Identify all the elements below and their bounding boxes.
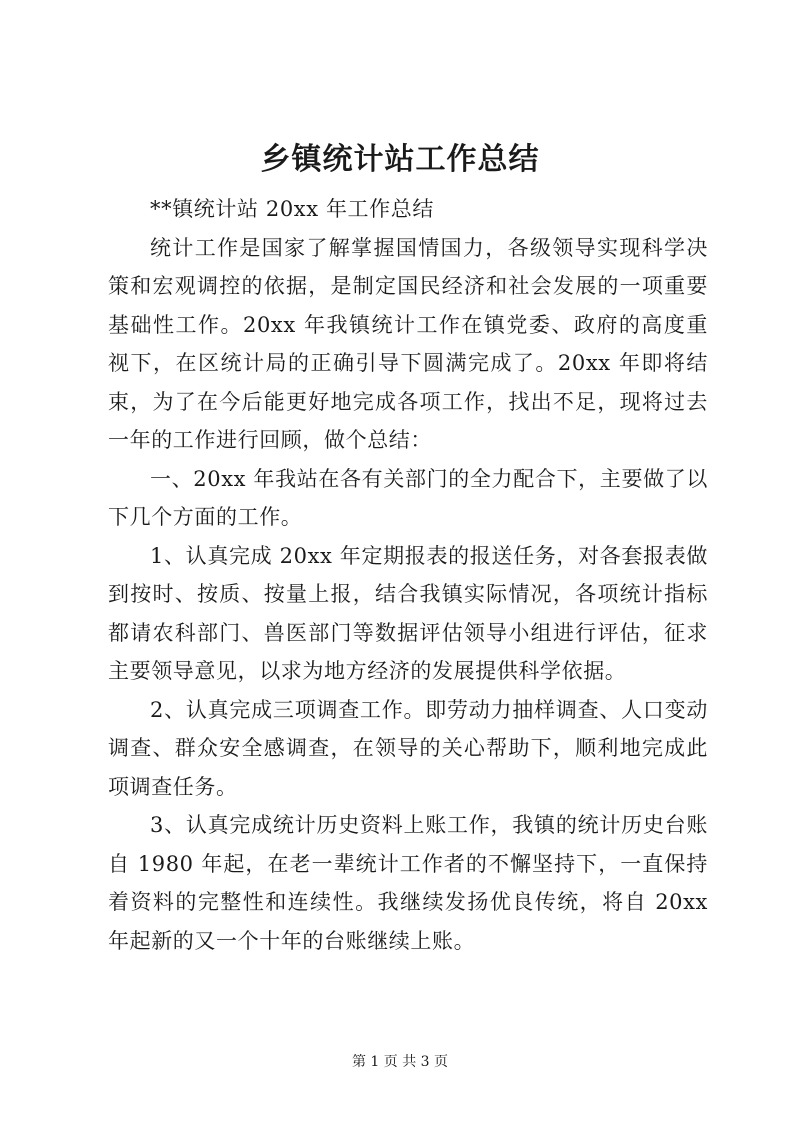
document-body <box>108 190 708 960</box>
item-one-paragraph: 1、认真完成 20xx 年定期报表的报送任务，对各套报表做到按时、按质、按量上报，结合我镇实际情况，各项统计指标都请农科部门、兽医部门等数据评估领导小组进行评估，征求主要领导意见，以求为地方经济的发展提供科学依据。 <box>108 543 708 683</box>
page-number-footer: 第 1 页 共 3 页 <box>351 1054 449 1070</box>
section-one-paragraph: 一、20xx 年我站在各有关部门的全力配合下，主要做了以下几个方面的工作。 <box>108 466 708 529</box>
subtitle-paragraph: **镇统计站 20xx 年工作总结 <box>150 197 434 221</box>
item-two-paragraph: 2、认真完成三项调查工作。即劳动力抽样调查、人口变动调查、群众安全感调查，在领导的关心帮助下，顺利地完成此项调查任务。 <box>108 697 708 799</box>
document-title: 乡镇统计站工作总结 <box>260 142 540 177</box>
item-three-paragraph: 3、认真完成统计历史资料上账工作，我镇的统计历史台账自 1980 年起，在老一辈统计工作者的不懈坚持下，一直保持着资料的完整性和连续性。我继续发扬优良传统，将自 20xx 年起新的又一个十年的台账继续上账。 <box>108 813 708 953</box>
intro-paragraph: 统计工作是国家了解掌握国情国力，各级领导实现科学决策和宏观调控的依据，是制定国民经济和社会发展的一项重要基础性工作。20xx 年我镇统计工作在镇党委、政府的高度重视下，在区统计局的正确引导下圆满完成了。20xx 年即将结束，为了在今后能更好地完成各项工作，找出不足，现将过去一年的工作进行回顾，做个总结： <box>108 235 708 452</box>
